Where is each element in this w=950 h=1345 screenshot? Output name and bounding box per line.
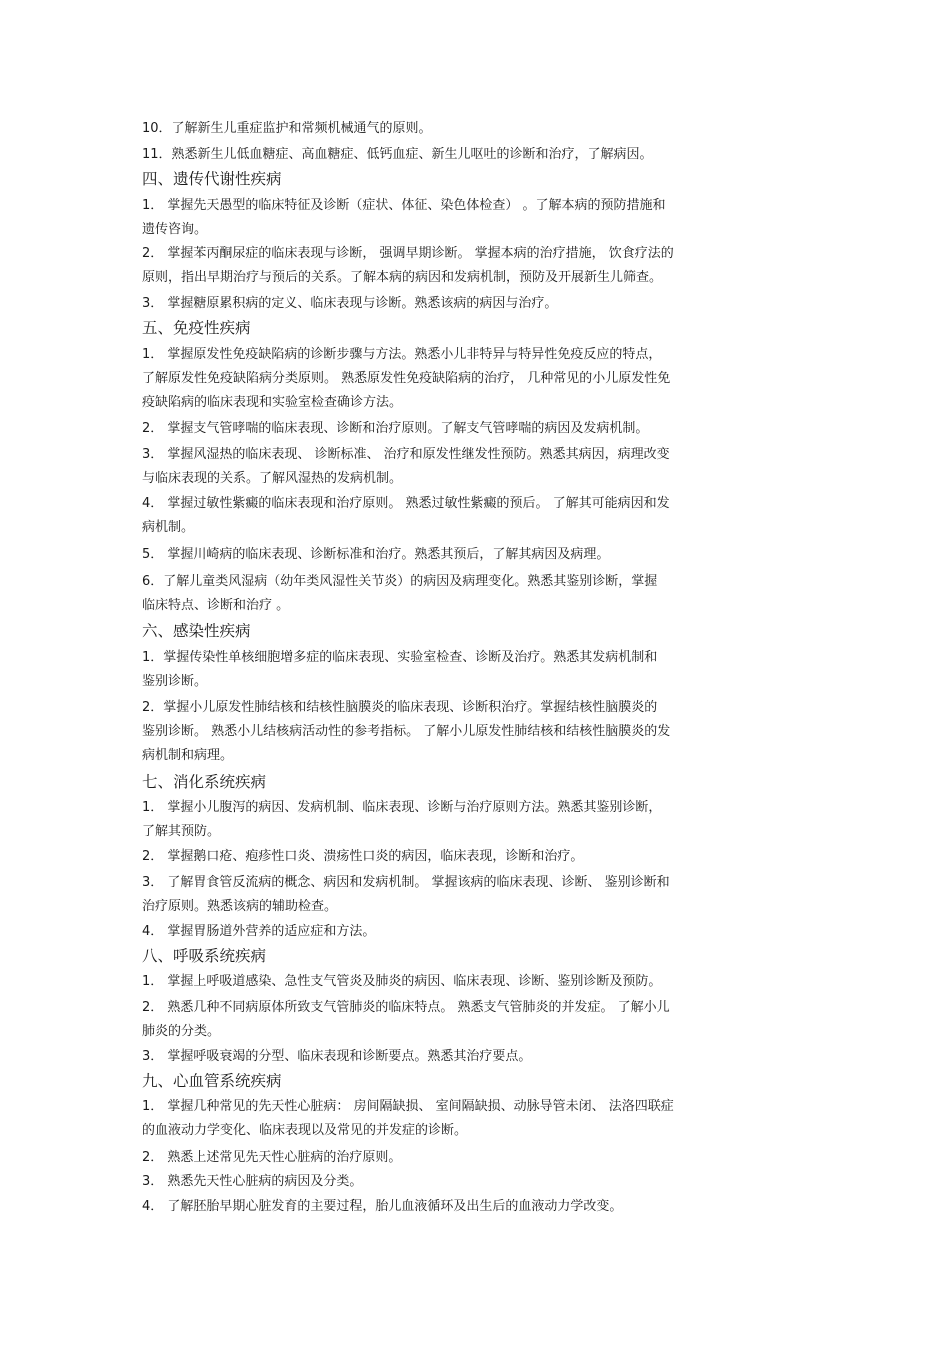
paragraph bbox=[142, 1045, 807, 1069]
text-line: 11．熟悉新生儿低血糖症、高血糖症、低钙血症、新生儿呕吐的诊断和治疗，了解病因。 bbox=[142, 147, 653, 162]
text-line: 2． 掌握支气管哮喘的临床表现、诊断和治疗原则。了解支气管哮喘的病因及发病机制。 bbox=[142, 421, 649, 436]
text-line: 了解原发性免疫缺陷病分类原则。 熟悉原发性免疫缺陷病的治疗， 几种常见的小儿原发性免 bbox=[142, 371, 671, 386]
text-line: 治疗原则。熟悉该病的辅助检查。 bbox=[142, 899, 338, 914]
text-line: 1． 掌握小儿腹泻的病因、发病机制、临床表现、诊断与治疗原则方法。熟悉其鉴别诊断， bbox=[142, 800, 662, 815]
text-line: 4． 掌握过敏性紫癜的临床表现和治疗原则。 熟悉过敏性紫癜的预后。 了解其可能病因和发 bbox=[142, 496, 670, 511]
text-line: 了解其预防。 bbox=[142, 824, 221, 839]
text-line: 临床特点、诊断和治疗 。 bbox=[142, 598, 290, 613]
paragraph bbox=[142, 1095, 807, 1143]
paragraph bbox=[142, 845, 807, 869]
paragraph bbox=[142, 343, 807, 415]
text-line: 与临床表现的关系。了解风湿热的发病机制。 bbox=[142, 471, 403, 486]
paragraph bbox=[142, 492, 807, 540]
text-line: 1． 掌握原发性免疫缺陷病的诊断步骤与方法。熟悉小儿非特异与特异性免疫反应的特点， bbox=[142, 347, 662, 362]
text-line: 肺炎的分类。 bbox=[142, 1024, 221, 1039]
paragraph bbox=[142, 117, 807, 141]
paragraph bbox=[142, 194, 807, 242]
text-line: 2． 掌握鹅口疮、疱疹性口炎、溃疡性口炎的病因，临床表现，诊断和治疗。 bbox=[142, 849, 584, 864]
text-line: 4． 掌握胃肠道外营养的适应症和方法。 bbox=[142, 924, 376, 939]
section-heading: 五、免疫性疾病 bbox=[142, 319, 251, 337]
paragraph bbox=[142, 696, 807, 768]
paragraph bbox=[142, 417, 807, 441]
section-heading: 七、消化系统疾病 bbox=[142, 773, 267, 791]
text-line: 鉴别诊断。 熟悉小儿结核病活动性的参考指标。 了解小儿原发性肺结核和结核性脑膜炎的发 bbox=[142, 724, 671, 739]
paragraph bbox=[142, 920, 807, 944]
text-line: 2． 熟悉上述常见先天性心脏病的治疗原则。 bbox=[142, 1150, 402, 1165]
paragraph bbox=[142, 143, 807, 167]
text-line: 5． 掌握川崎病的临床表现、诊断标准和治疗。熟悉其预后，了解其病因及病理。 bbox=[142, 547, 610, 562]
paragraph bbox=[142, 1146, 807, 1170]
text-line: 3． 掌握风湿热的临床表现、 诊断标准、 治疗和原发性继发性预防。熟悉其病因，病理改变 bbox=[142, 447, 670, 462]
paragraph bbox=[142, 970, 807, 994]
paragraph bbox=[142, 570, 807, 618]
paragraph bbox=[142, 242, 807, 290]
paragraph bbox=[142, 1170, 807, 1194]
section-heading: 四、遗传代谢性疾病 bbox=[142, 170, 282, 188]
text-line: 1． 掌握几种常见的先天性心脏病： 房间隔缺损、 室间隔缺损、动脉导管未闭、 法洛四联症 bbox=[142, 1099, 674, 1114]
text-line: 遗传咨询。 bbox=[142, 222, 208, 237]
text-line: 鉴别诊断。 bbox=[142, 674, 208, 689]
paragraph bbox=[142, 543, 807, 567]
text-line: 病机制。 bbox=[142, 520, 195, 535]
paragraph bbox=[142, 443, 807, 491]
text-line: 10．了解新生儿重症监护和常频机械通气的原则。 bbox=[142, 121, 432, 136]
paragraph bbox=[142, 796, 807, 844]
section-heading: 八、呼吸系统疾病 bbox=[142, 947, 267, 965]
paragraph bbox=[142, 996, 807, 1044]
section-heading: 六、感染性疾病 bbox=[142, 622, 251, 640]
text-line: 3． 掌握呼吸衰竭的分型、临床表现和诊断要点。熟悉其治疗要点。 bbox=[142, 1049, 532, 1064]
text-line: 6．了解儿童类风湿病（幼年类风湿性关节炎）的病因及病理变化。熟悉其鉴别诊断，掌握 bbox=[142, 574, 658, 589]
text-line: 2．掌握小儿原发性肺结核和结核性脑膜炎的临床表现、诊断积治疗。掌握结核性脑膜炎的 bbox=[142, 700, 658, 715]
paragraph bbox=[142, 292, 807, 316]
paragraph bbox=[142, 871, 807, 919]
text-line: 1．掌握传染性单核细胞增多症的临床表现、实验室检查、诊断及治疗。熟悉其发病机制和 bbox=[142, 650, 658, 665]
text-line: 1． 掌握上呼吸道感染、急性支气管炎及肺炎的病因、临床表现、诊断、鉴别诊断及预防。 bbox=[142, 974, 662, 989]
text-line: 疫缺陷病的临床表现和实验室检查确诊方法。 bbox=[142, 395, 403, 410]
text-line: 2． 熟悉几种不同病原体所致支气管肺炎的临床特点。 熟悉支气管肺炎的并发症。 了解小儿 bbox=[142, 1000, 670, 1015]
text-line: 的血液动力学变化、临床表现以及常见的并发症的诊断。 bbox=[142, 1123, 468, 1138]
text-line: 4． 了解胚胎早期心脏发育的主要过程，胎儿血液循环及出生后的血液动力学改变。 bbox=[142, 1199, 623, 1214]
text-line: 病机制和病理。 bbox=[142, 748, 234, 763]
paragraph bbox=[142, 646, 807, 694]
text-line: 3． 熟悉先天性心脏病的病因及分类。 bbox=[142, 1174, 363, 1189]
text-line: 2． 掌握苯丙酮尿症的临床表现与诊断， 强调早期诊断。 掌握本病的治疗措施， 饮食疗法的 bbox=[142, 246, 674, 261]
section-heading: 九、心血管系统疾病 bbox=[142, 1072, 282, 1090]
text-line: 原则，指出早期治疗与预后的关系。了解本病的病因和发病机制，预防及开展新生儿筛查。 bbox=[142, 270, 663, 285]
paragraph bbox=[142, 1195, 807, 1219]
text-line: 3． 了解胃食管反流病的概念、病因和发病机制。 掌握该病的临床表现、诊断、 鉴别诊断和 bbox=[142, 875, 670, 890]
text-line: 1． 掌握先天愚型的临床特征及诊断（症状、体征、染色体检查） 。了解本病的预防措施和 bbox=[142, 198, 666, 213]
text-line: 3． 掌握糖原累积病的定义、临床表现与诊断。熟悉该病的病因与治疗。 bbox=[142, 296, 558, 311]
